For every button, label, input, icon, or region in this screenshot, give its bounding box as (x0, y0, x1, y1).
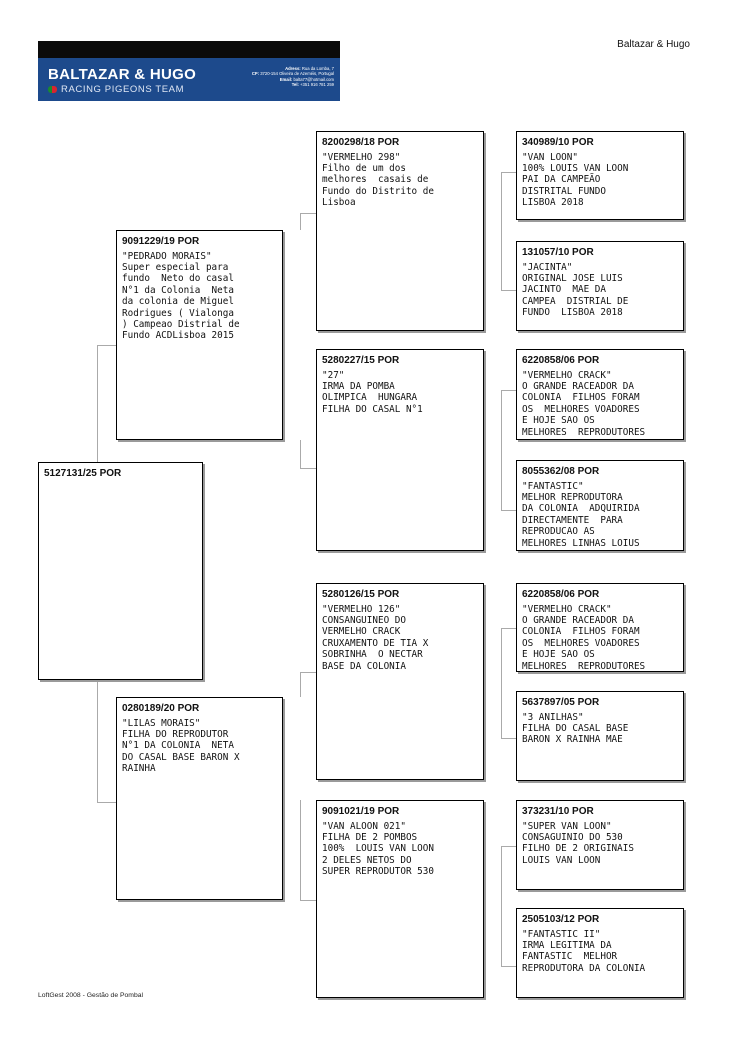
pigeon-name: "VERMELHO 126" (322, 604, 401, 615)
ring-number: 5637897/05 POR (522, 697, 600, 708)
portugal-flag-icon (48, 86, 57, 93)
pigeon-description: 100% LOUIS VAN LOON PAI DA CAMPEÃO DISTRITAL FUNDO LISBOA 2018 (522, 163, 629, 209)
header-owner-name: Baltazar & Hugo (617, 39, 690, 50)
pigeon-name: "JACINTA" (522, 262, 573, 273)
ring-number: 8200298/18 POR (322, 137, 400, 148)
pigeon-name: "3 ANILHAS" (522, 712, 584, 723)
pigeon-description: Super especial para fundo Neto do casal N°1 da Colonia Neta da colonia de Miguel Rodrigues ( Vialonga ) Campeao Distrial de Fundo ACDLisboa 2015 (122, 262, 240, 342)
ring-number: 2505103/12 POR (522, 914, 600, 925)
ring-number: 8055362/08 POR (522, 466, 600, 477)
pigeon-description: Filho de um dos melhores casais de Fundo do Distrito de Lisboa (322, 163, 434, 209)
pigeon-card-gg-2 (516, 241, 684, 331)
pigeon-name: "SUPER VAN LOON" (522, 821, 612, 832)
pigeon-name: "FANTASTIC II" (522, 929, 601, 940)
cp-label: CP: (251, 71, 260, 77)
pigeon-name: "VAN ALOON 021" (322, 821, 406, 832)
pigeon-card-gg-3 (516, 349, 684, 440)
pigeon-name: "PEDRADO MORAIS" (122, 251, 212, 262)
pigeon-description: FILHA DO REPRODUTOR N°1 DA COLONIA NETA DO CASAL BASE BARON X RAINHA (122, 729, 240, 775)
pigeon-card-gg-7 (516, 800, 684, 890)
email-label: Email: (279, 76, 293, 82)
tel-value: +351 916 781 259 (300, 81, 334, 87)
pigeon-card-sire-dam (316, 349, 484, 551)
pigeon-description: CONSAGUINIO DO 530 FILHO DE 2 ORIGINAIS LOUIS VAN LOON (522, 832, 634, 866)
ring-number: 5280126/15 POR (322, 589, 400, 600)
ring-number: 9091229/19 POR (122, 236, 200, 247)
ring-number: 373231/10 POR (522, 806, 594, 817)
pigeon-name: "VAN LOON" (522, 152, 578, 163)
pigeon-card-sire (116, 230, 283, 440)
pigeon-card-gg-5 (516, 583, 684, 672)
pigeon-card-gg-8 (516, 908, 684, 998)
pigeon-description: FILHA DO CASAL BASE BARON X RAINHA MAE (522, 723, 629, 746)
ring-number: 131057/10 POR (522, 247, 594, 258)
ring-number: 6220858/06 POR (522, 355, 600, 366)
ring-number: 5127131/25 POR (44, 468, 122, 479)
logo-title: BALTAZAR & HUGO (48, 66, 197, 83)
address-label: Adress: (285, 66, 301, 71)
cp-value: 3720-154 Oliveira de Azeméis, Portugal (260, 71, 334, 77)
pigeon-card-dam-dam (316, 800, 484, 998)
pigeon-card-subject (38, 462, 203, 680)
pigeon-name: "VERMELHO CRACK" (522, 370, 612, 381)
pigeon-card-sire-sire (316, 131, 484, 331)
pigeon-name: "FANTASTIC" (522, 481, 584, 492)
pigeon-name: "VERMELHO 298" (322, 152, 401, 163)
ring-number: 0280189/20 POR (122, 703, 200, 714)
pigeon-card-gg-6 (516, 691, 684, 781)
ring-number: 6220858/06 POR (522, 589, 600, 600)
pigeon-description: O GRANDE RACEADOR DA COLONIA FILHOS FORAM OS MELHORES VOADORES E HOJE SAO OS MELHORES REPRODUTORES (522, 615, 646, 672)
logo-subtitle: RACING PIGEONS TEAM (61, 84, 185, 95)
pigeon-description: IRMA LEGITIMA DA FANTASTIC MELHOR REPRODUTORA DA COLONIA (522, 940, 646, 974)
pigeon-card-dam-sire (316, 583, 484, 780)
pigeon-description: CONSANGUINEO DO VERMELHO CRACK CRUXAMENTO DE TIA X SOBRINHA O NECTAR BASE DA COLONIA (322, 615, 429, 672)
email-value: balta77@hotmail.com (293, 76, 334, 82)
pigeon-description: ORIGINAL JOSE LUIS JACINTO MAE DA CAMPEA DISTRIAL DE FUNDO LISBOA 2018 (522, 273, 629, 319)
pigeon-card-gg-1 (516, 131, 684, 220)
pigeon-description: FILHA DE 2 POMBOS 100% LOUIS VAN LOON 2 DELES NETOS DO SUPER REPRODUTOR 530 (322, 832, 434, 878)
pigeon-description: MELHOR REPRODUTORA DA COLONIA ADQUIRIDA DIRECTAMENTE PARA REPRODUCAO AS MELHORES LINHAS LOIUS (522, 492, 640, 549)
pigeon-description: IRMA DA POMBA OLIMPICA HUNGARA FILHA DO CASAL N°1 (322, 381, 423, 415)
address-value: Rua da Lomba, 7 (301, 66, 334, 71)
pigeon-card-dam (116, 697, 283, 900)
pigeon-name: "VERMELHO CRACK" (522, 604, 612, 615)
ring-number: 340989/10 POR (522, 137, 594, 148)
contact-info (208, 66, 334, 87)
pigeon-name: "27" (322, 370, 345, 381)
pigeon-card-gg-4 (516, 460, 684, 551)
tel-label: Tel: (291, 81, 299, 87)
team-logo-banner (38, 41, 340, 101)
pigeon-name: "LILAS MORAIS" (122, 718, 201, 729)
footer-software-credit: LoftGest 2008 - Gestão de Pombal (38, 992, 144, 999)
banner-top-stripe (38, 41, 340, 58)
ring-number: 9091021/19 POR (322, 806, 400, 817)
pigeon-description: O GRANDE RACEADOR DA COLONIA FILHOS FORAM OS MELHORES VOADORES E HOJE SAO OS MELHORES REPRODUTORES (522, 381, 646, 438)
ring-number: 5280227/15 POR (322, 355, 400, 366)
